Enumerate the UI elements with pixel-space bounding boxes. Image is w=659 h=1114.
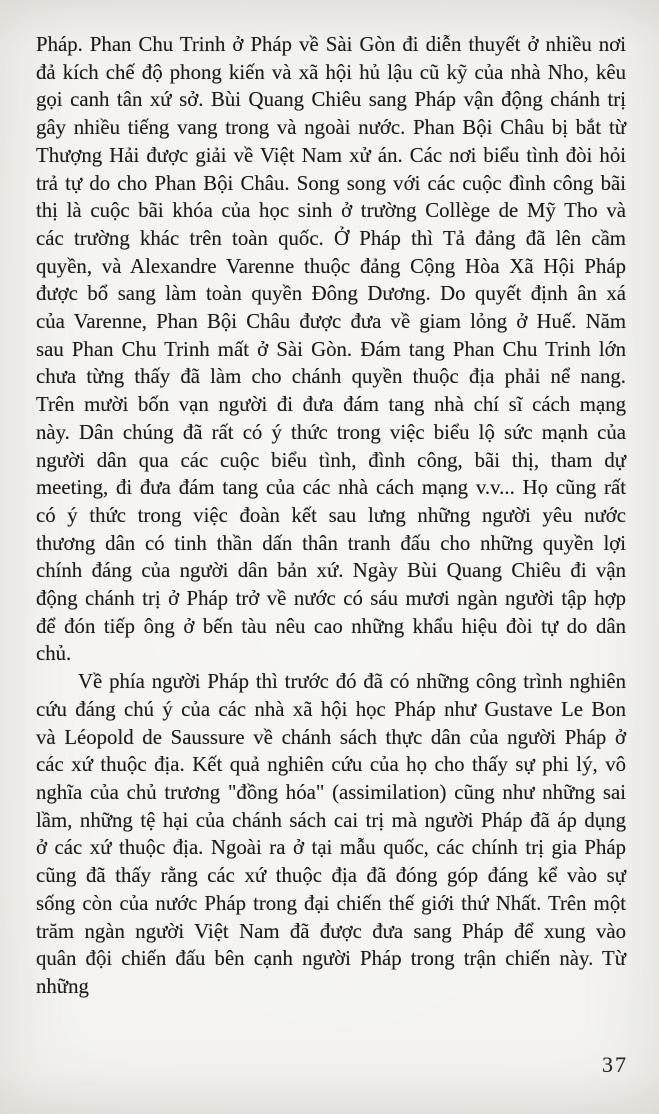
page-text-block — [36, 31, 626, 1001]
paragraph-1: Pháp. Phan Chu Trinh ở Pháp về Sài Gòn đi diễn thuyết ở nhiều nơi đả kích chế độ phong kiến và xã hội hủ lậu cũ kỹ của nhà Nho, kêu gọi canh tân xứ sở. Bùi Quang Chiêu sang Pháp vận động chánh trị gây nhiều tiếng vang trong và ngoài nước. Phan Bội Châu bị bắt từ Thượng Hải được giải về Việt Nam xử án. Các nơi biểu tình đòi hỏi trả tự do cho Phan Bội Châu. Song song với các cuộc đình công bãi thị là cuộc bãi khóa của học sinh ở trường Collège de Mỹ Tho và các trường khác trên toàn quốc. Ở Pháp thì Tả đảng đã lên cầm quyền, và Alexandre Varenne thuộc đảng Cộng Hòa Xã Hội Pháp được bổ sang làm toàn quyền Đông Dương. Do quyết định ân xá của Varenne, Phan Bội Châu được đưa về giam lỏng ở Huế. Năm sau Phan Chu Trinh mất ở Sài Gòn. Đám tang Phan Chu Trinh lớn chưa từng thấy đã làm cho chánh quyền thuộc địa phải nể nang. Trên mười bốn vạn người đi đưa đám tang nhà chí sĩ cách mạng này. Dân chúng đã rất có ý thức trong việc biểu lộ sức mạnh của người dân qua các cuộc biểu tình, đình công, bãi thị, tham dự meeting, đi đưa đám tang của các nhà cách mạng v.v... Họ cũng rất có ý thức trong việc đoàn kết sau lưng những người yêu nước thương dân có tinh thần dấn thân tranh đấu cho những quyền lợi chính đáng của người dân bản xứ. Ngày Bùi Quang Chiêu đi vận động chánh trị ở Pháp trở về nước có sáu mươi ngàn người tập hợp để đón tiếp ông ở bến tàu nêu cao những khẩu hiệu đòi tự do dân chủ. — [36, 33, 626, 666]
paragraph-2: Về phía người Pháp thì trước đó đã có những công trình nghiên cứu đáng chú ý của các nhà xã hội học Pháp như Gustave Le Bon và Léopold de Saussure về chánh sách thực dân của người Pháp ở các xứ thuộc địa. Kết quả nghiên cứu của họ cho thấy sự phi lý, vô nghĩa của chủ trương "đồng hóa" (assimilation) cũng như những sai lầm, những tệ hại của chánh sách cai trị mà người Pháp đã áp dụng ở các xứ thuộc địa. Ngoài ra ở tại mẫu quốc, các chính trị gia Pháp cũng đã thấy rằng các xứ thuộc địa đã đóng góp đáng kể vào sự sống còn của nước Pháp trong đại chiến thế giới thứ Nhất. Trên một trăm ngàn người Việt Nam đã được đưa sang Pháp để xung vào quân đội chiến đấu bên cạnh người Pháp trong trận chiến này. Từ những — [36, 670, 626, 998]
page-number: 37 — [602, 1052, 628, 1077]
